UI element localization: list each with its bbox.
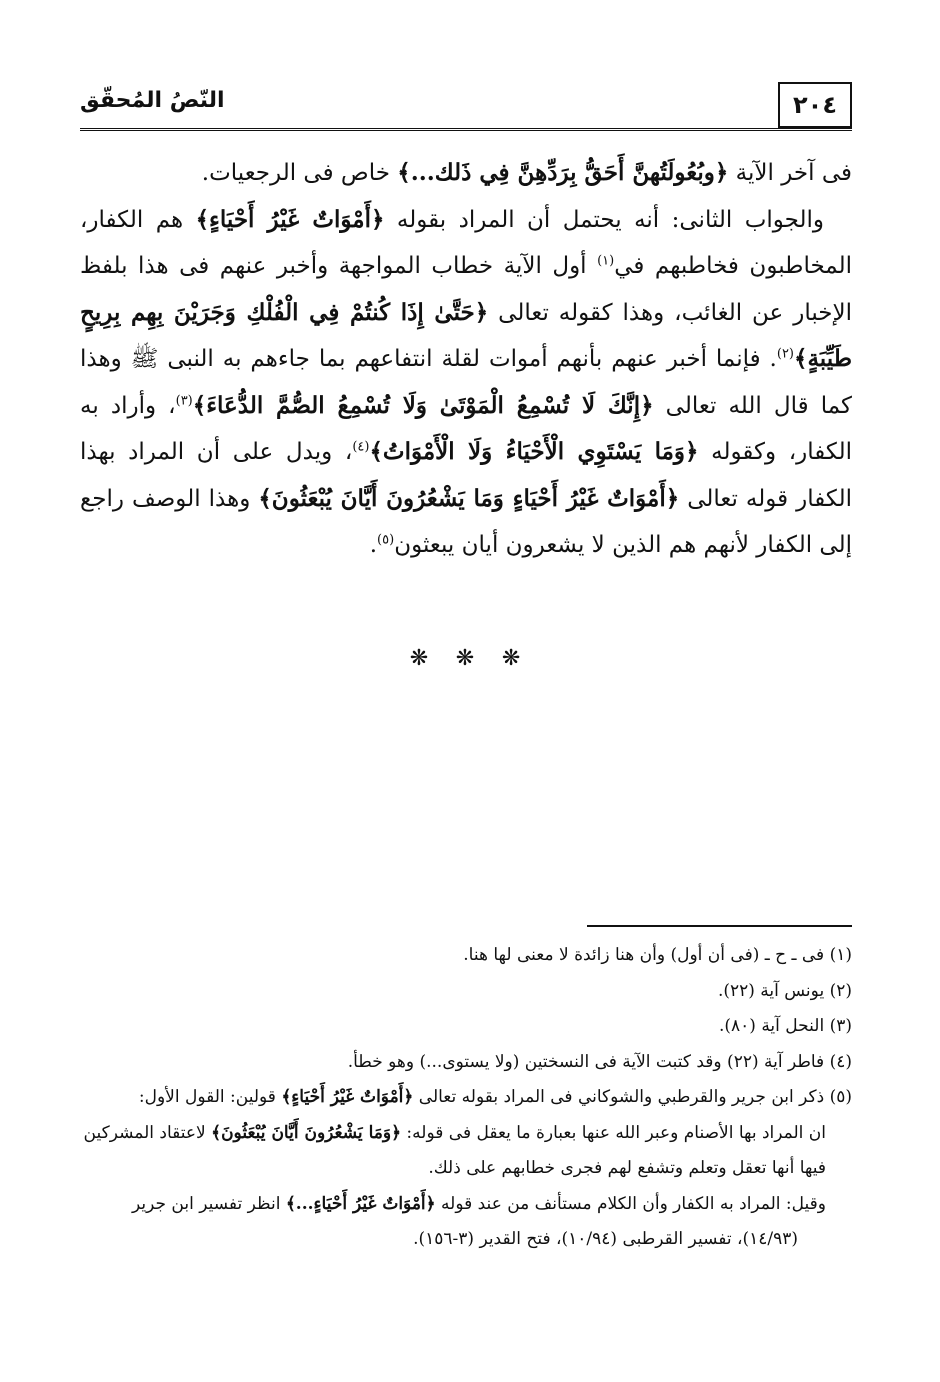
text-run: أول الآية خطاب المواجهة وأخبر عنهم فى هذا بلفظ الإخبار عن الغائب، وهذا كقوله تعالى (80, 253, 852, 326)
footnote-5-continuation (80, 1116, 852, 1187)
text-run: ، ويدل على أن المراد بهذا الكفار قوله تعالى (80, 439, 852, 512)
footnote-1 (80, 938, 852, 974)
text-run: (٣) النحل آية (٨٠). (718, 1016, 852, 1036)
quran-quote: ﴿إِنَّكَ لَا تُسْمِعُ الْمَوْتَىٰ وَلَا تُسْمِعُ الصُّمَّ الدُّعَاءَ﴾ (192, 391, 654, 419)
page-number: ٢٠٤ (793, 91, 837, 119)
paragraph-1 (80, 150, 852, 197)
text-run: (٤) فاطر آية (٢٢) وقد كتبت الآية فى النسختين (ولا يستوى...) وهو خطأ. (347, 1051, 852, 1072)
main-text (80, 150, 852, 569)
text-run: قولين: القول الأول: (138, 1087, 282, 1107)
footnote-4 (80, 1045, 852, 1081)
text-run: (٢) يونس آية (٢٢). (717, 980, 852, 1001)
text-run: . فإنما أخبر عنهم بأنهم أموات لقلة انتفاعهم بما جاءهم به النبى ﷺ وهذا كما قال الله تعالى (80, 346, 852, 419)
text-run: وقيل: المراد به الكفار وأن الكلام مستأنف من عند قوله (435, 1193, 826, 1214)
footnote-rule (587, 925, 852, 927)
quran-quote: ﴿أَمْوَاتٌ غَيْرُ أَحْيَاءٍ...﴾ (285, 1193, 436, 1214)
footnote-ref: (١) (597, 253, 615, 269)
quran-quote: ﴿أَمْوَاتٌ غَيْرُ أَحْيَاءٍ﴾ (195, 205, 385, 233)
quran-quote: ﴿وَمَا يَشْعُرُونَ أَيَّانَ يُبْعَثُونَ﴾ (211, 1122, 402, 1143)
footnote-ref: (٣) (175, 392, 193, 408)
running-title: النّصُ المُحقّق (80, 88, 225, 113)
footnote-3 (80, 1009, 852, 1045)
text-run: . (369, 532, 378, 558)
text-run: هم الكفار، المخاطبون فخاطبهم في (80, 206, 852, 279)
footnote-5-continuation (80, 1222, 852, 1258)
quran-quote: ﴿حَتَّىٰ إِذَا كُنتُمْ فِي الْفُلْكِ وَجَرَيْنَ بِهِم بِرِيحٍ طَيِّبَةٍ﴾ (80, 298, 852, 372)
text-run: (٥) ذكر ابن جرير والقرطبي والشوكاني فى المراد بقوله تعالى (413, 1087, 852, 1107)
quran-quote: ﴿أَمْوَاتٌ غَيْرُ أَحْيَاءٍ﴾ (281, 1087, 414, 1107)
footnotes (80, 938, 852, 1258)
text-run: (١) فى ـ ح ـ (فى أن أول) وأن هنا زائدة لا معنى لها هنا. (463, 945, 852, 965)
text-run: انظر تفسير ابن جرير (132, 1193, 286, 1214)
text-run: (١٤/٩٣)، تفسير القرطبى (١٠/٩٤)، فتح القدير (٣-١٥٦). (413, 1229, 798, 1249)
quran-quote: ﴿وبُعُولَتُهنَّ أَحَقُّ بِرَدِّهِنَّ فِي ذَلك...﴾ (397, 159, 729, 186)
footnote-ref: (٢) (776, 346, 794, 362)
footnote-5-continuation (80, 1187, 852, 1223)
footnote-5 (80, 1080, 852, 1116)
page-number-box (778, 82, 852, 128)
text-run: خاص فى الرجعيات. (201, 160, 398, 186)
text-run: ، وأراد به الكفار، وكقوله (80, 392, 853, 465)
text-run: وهذا الوصف راجع إلى الكفار لأنهم هم الذين لا يشعرون أيان يبعثون (80, 485, 852, 558)
quran-quote: ﴿أَمْوَاتٌ غَيْرُ أَحْيَاءٍ وَمَا يَشْعُرُونَ أَيَّانَ يُبْعَثُونَ﴾ (258, 484, 680, 512)
page-header (80, 82, 852, 130)
footnote-ref: (٥) (377, 532, 395, 548)
section-separator: ❋ ❋ ❋ (409, 646, 531, 671)
text-run: فى آخر الآية (728, 160, 852, 186)
header-rule (80, 128, 852, 131)
text-run: ان المراد بها الأصنام وعبر الله عنها بعبارة ما يعقل فى قوله: (401, 1122, 826, 1143)
text-run: والجواب الثانى: أنه يحتمل أن المراد بقوله (384, 206, 824, 233)
quran-quote: ﴿وَمَا يَسْتَوِي الْأَحْيَاءُ وَلَا الْأَمْوَاتُ﴾ (369, 438, 699, 465)
paragraph-2 (80, 197, 852, 569)
footnote-2 (80, 974, 852, 1010)
footnote-ref: (٤) (352, 439, 370, 455)
text-run: لاعتقاد المشركين فيها أنها تعقل وتعلم وتشفع لهم فجرى خطابهم على ذلك. (83, 1122, 826, 1178)
